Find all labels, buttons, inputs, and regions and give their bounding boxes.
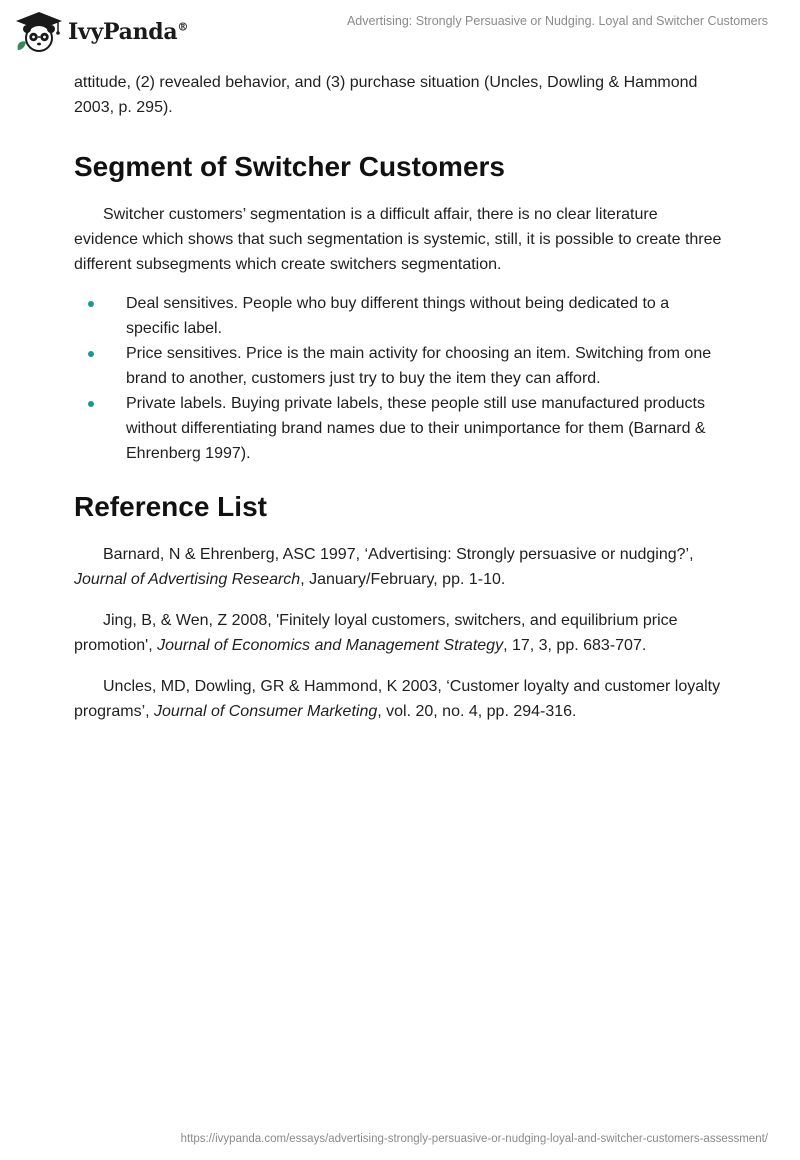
journal-title: Journal of Advertising Research bbox=[74, 571, 301, 588]
reference-item: Barnard, N & Ehrenberg, ASC 1997, ‘Advertising: Strongly persuasive or nudging?’, Journal of Advertising Research, January/February, pp. 1-10. bbox=[74, 546, 694, 588]
panda-graduate-icon bbox=[14, 10, 64, 54]
bullet-dot-icon bbox=[88, 301, 94, 307]
switcher-section-heading: Segment of Switcher Customers bbox=[74, 151, 505, 182]
intro-paragraph: attitude, (2) revealed behavior, and (3) purchase situation (Uncles, Dowling & Hammond 2003, p. 295). bbox=[74, 74, 698, 116]
bullet-item: Deal sensitives. People who buy different things without being dedicated to a specific label. bbox=[74, 291, 724, 341]
journal-title: Journal of Consumer Marketing bbox=[154, 703, 378, 720]
journal-title: Journal of Economics and Management Strategy bbox=[157, 637, 504, 654]
bullet-dot-icon bbox=[88, 401, 94, 407]
ivypanda-logo[interactable] bbox=[14, 8, 188, 56]
switcher-bullet-list bbox=[74, 291, 724, 466]
essay-content bbox=[74, 70, 724, 724]
reference-list-heading: Reference List bbox=[74, 491, 267, 522]
document-title: Advertising: Strongly Persuasive or Nudging. Loyal and Switcher Customers bbox=[346, 14, 768, 28]
bullet-dot-icon bbox=[88, 351, 94, 357]
logo-text: IvyPanda® bbox=[68, 19, 189, 45]
source-url-link[interactable]: https://ivypanda.com/essays/advertising-strongly-persuasive-or-nudging-loyal-and-switcher-customers-assessment/ bbox=[180, 1133, 768, 1145]
bullet-item: Private labels. Buying private labels, these people still use manufactured products without differentiating brand names due to their unimportance for them (Barnard & Ehrenberg 1997). bbox=[74, 391, 724, 466]
switcher-paragraph: Switcher customers’ segmentation is a difficult affair, there is no clear literature evidence which shows that such segmentation is systemic, still, it is possible to create three different subsegments which create switchers segmentation. bbox=[74, 206, 722, 273]
bullet-item: Price sensitives. Price is the main activity for choosing an item. Switching from one brand to another, customers just try to buy the item they can afford. bbox=[74, 341, 724, 391]
reference-item: Uncles, MD, Dowling, GR & Hammond, K 2003, ‘Customer loyalty and customer loyalty programs’, Journal of Consumer Marketing, vol. 20, no. 4, pp. 294-316. bbox=[74, 678, 721, 720]
reference-item: Jing, B, & Wen, Z 2008, 'Finitely loyal customers, switchers, and equilibrium price promotion', Journal of Economics and Management Strategy, 17, 3, pp. 683-707. bbox=[74, 612, 678, 654]
